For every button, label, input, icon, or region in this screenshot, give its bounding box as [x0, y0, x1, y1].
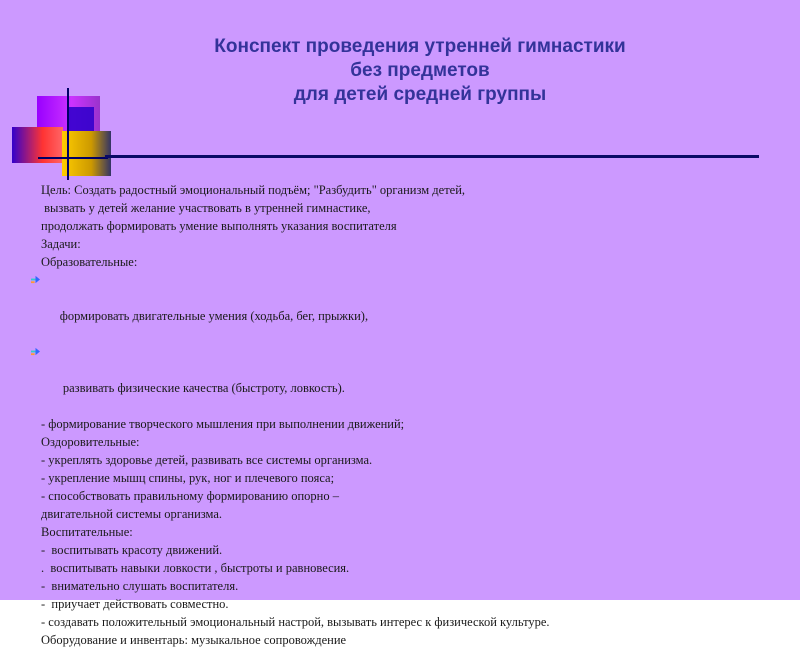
- decor-short-rule: [38, 157, 108, 159]
- body-line: Цель: Создать радостный эмоциональный подъём; "Разбудить" организм детей,: [41, 183, 466, 197]
- decor-yellow-square: [62, 131, 111, 176]
- body-line: - укрепление мышц спины, рук, ног и плечевого пояса;: [41, 471, 335, 485]
- body-line: Оборудование и инвентарь: музыкальное сопровождение: [41, 633, 347, 647]
- body-line: . воспитывать навыки ловкости , быстроты и равновесия.: [41, 561, 350, 575]
- decor-vertical-line: [67, 88, 69, 180]
- body-line: продолжать формировать умение выполнять указания воспитателя: [41, 219, 397, 233]
- body-line: Воспитательные:: [41, 525, 133, 539]
- body-line: - создавать положительный эмоциональный настрой, вызывать интерес к физической культуре.: [41, 615, 550, 629]
- bullet-item-text: формировать двигательные умения (ходьба, бег, прыжки),: [59, 309, 369, 323]
- body-line: Задачи:: [41, 237, 81, 251]
- title-line-3: для детей средней группы: [293, 84, 547, 105]
- arrow-bullet-icon: [31, 275, 40, 284]
- bullet-item: [41, 271, 741, 343]
- body-line: Оздоровительные:: [41, 435, 140, 449]
- title-rule: [105, 155, 759, 158]
- body-line: - способствовать правильному формированию опорно –: [41, 489, 339, 503]
- bullet-item: [41, 343, 741, 415]
- page-title: [150, 35, 690, 107]
- title-line-1: Конспект проведения утренней гимнастики: [214, 36, 626, 57]
- title-line-2: без предметов: [350, 60, 490, 81]
- body-line: Образовательные:: [41, 255, 138, 269]
- body-text: [41, 181, 741, 649]
- body-line: - укреплять здоровье детей, развивать все системы организма.: [41, 453, 373, 467]
- body-line: - воспитывать красоту движений.: [41, 543, 223, 557]
- body-line: - приучает действовать совместно.: [41, 597, 229, 611]
- decor-blue-square: [68, 107, 94, 131]
- body-line: вызвать у детей желание участвовать в утренней гимнастике,: [41, 201, 371, 215]
- body-line: двигательной системы организма.: [41, 507, 223, 521]
- arrow-bullet-icon: [31, 347, 40, 356]
- body-line: - формирование творческого мышления при выполнении движений;: [41, 417, 405, 431]
- body-line: - внимательно слушать воспитателя.: [41, 579, 239, 593]
- bullet-item-text: развивать физические качества (быстроту, ловкость).: [59, 381, 345, 395]
